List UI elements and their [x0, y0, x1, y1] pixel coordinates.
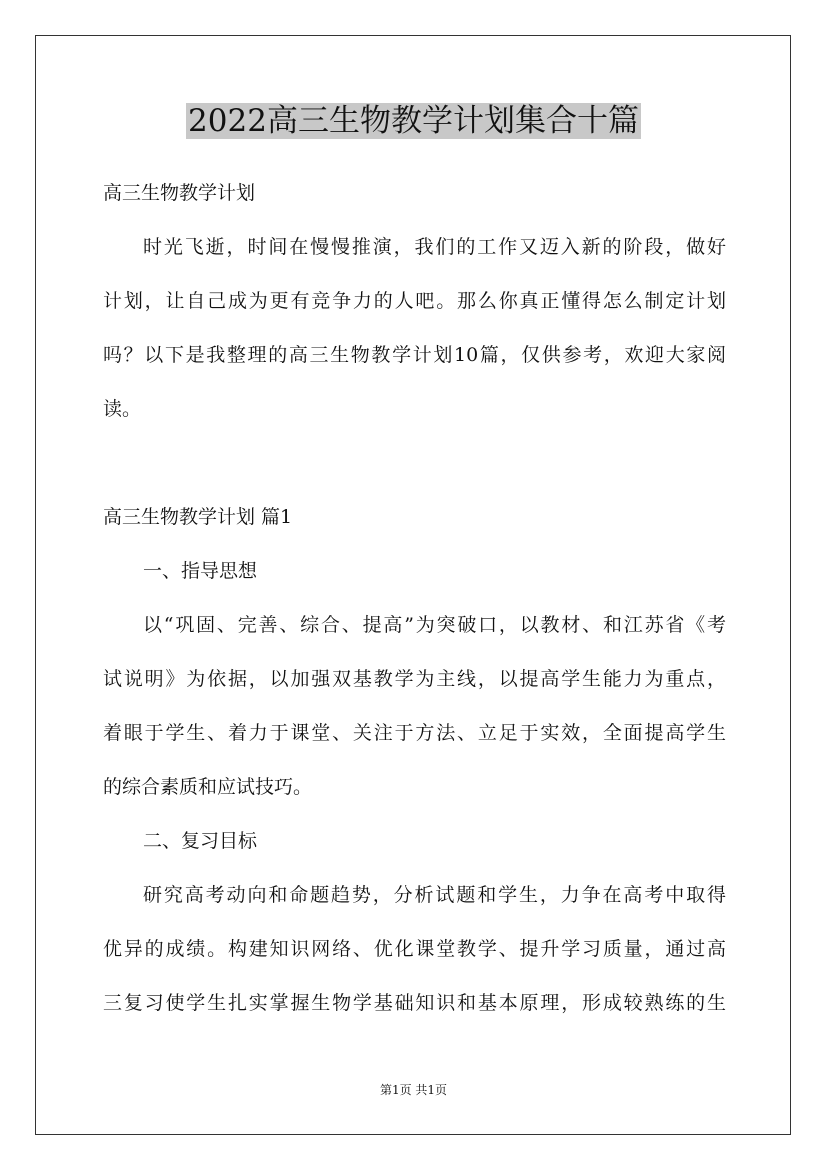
paragraph-line: 优异的成绩。构建知识网络、优化课堂教学、提升学习质量，通过高	[103, 938, 726, 960]
paragraph-line: 研究高考动向和命题趋势，分析试题和学生，力争在高考中取得	[143, 884, 726, 906]
document-title	[0, 100, 827, 142]
section-heading: 高三生物教学计划 篇1	[103, 506, 293, 528]
subheading: 一、指导思想	[143, 560, 258, 582]
paragraph-line: 三复习使学生扎实掌握生物学基础知识和基本原理，形成较熟练的生	[103, 992, 726, 1014]
section-heading: 高三生物教学计划	[103, 182, 256, 204]
paragraph-line: 以“巩固、完善、综合、提高”为突破口，以教材、和江苏省《考	[143, 614, 726, 636]
paragraph-line: 读。	[103, 398, 142, 420]
paragraph-line: 的综合素质和应试技巧。	[103, 776, 313, 798]
document-title-text: 2022高三生物教学计划集合十篇	[188, 103, 639, 139]
subheading: 二、复习目标	[143, 830, 258, 852]
paragraph-line: 吗？以下是我整理的高三生物教学计划10篇，仅供参考，欢迎大家阅	[103, 344, 726, 366]
paragraph-line: 时光飞逝，时间在慢慢推演，我们的工作又迈入新的阶段，做好	[143, 236, 726, 258]
paragraph-line: 试说明》为依据，以加强双基教学为主线，以提高学生能力为重点，	[103, 668, 726, 690]
paragraph-line: 计划，让自己成为更有竞争力的人吧。那么你真正懂得怎么制定计划	[103, 290, 726, 312]
blank-gap	[103, 436, 726, 490]
document-body	[103, 166, 726, 1030]
paragraph-line: 着眼于学生、着力于课堂、关注于方法、立足于实效，全面提高学生	[103, 722, 726, 744]
page-footer: 第1页 共1页	[379, 1083, 448, 1097]
